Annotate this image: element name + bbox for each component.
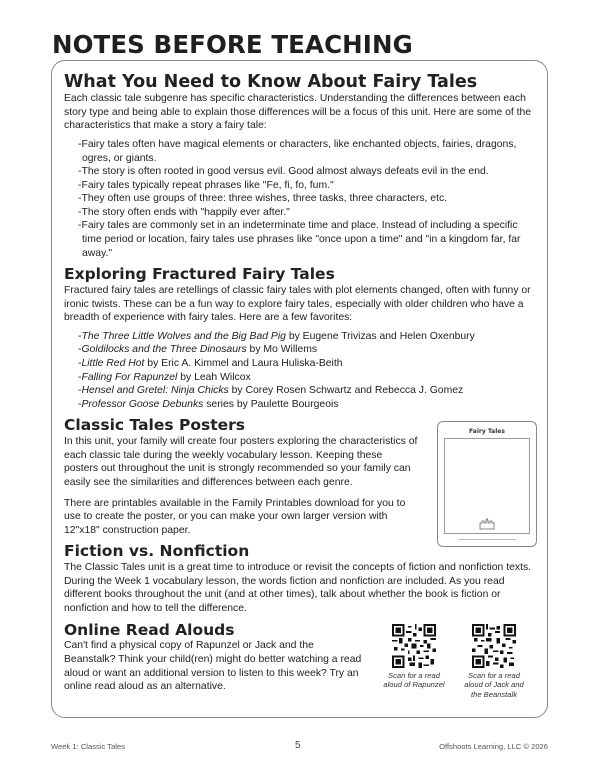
page-title: NOTES BEFORE TEACHING — [52, 30, 413, 59]
posters-paragraph-2: There are printables available in the Family Printables download for you to use to create the poster, or you can make your own larger version with 12"x18" construction paper. — [64, 497, 406, 536]
book-title: Hensel and Gretel: Ninja Chicks — [81, 385, 229, 397]
fairy-tales-intro: Each classic tale subgenre has specific characteristics. Understanding the differences between each story type and being able to explain those differences will be a focus of this unit. Here are some of the characteristics that make a story a fairy tale: — [64, 93, 532, 132]
list-item: -Falling For Rapunzel by Leah Wilcox — [78, 371, 251, 383]
list-item: -Hensel and Gretel: Ninja Chicks by Corey Rosen Schwartz and Rebecca J. Gomez — [78, 385, 464, 397]
qr-caption-jack-beanstalk: Scan for a read aloud of Jack and the Beanstalk — [464, 670, 524, 699]
list-item: -Goldilocks and the Three Dinosaurs by Mo Willems — [78, 344, 318, 356]
read-alouds-heading: Online Read Alouds — [64, 620, 235, 639]
read-alouds-section — [64, 620, 536, 699]
posters-heading: Classic Tales Posters — [64, 416, 246, 435]
qr-code-icon[interactable] — [472, 624, 516, 668]
fractured-intro: Fractured fairy tales are retellings of classic fairy tales with plot elements changed, often with funny or ironic twists. These can be a fun way to explore fairy tales, especially with older children who have a breadth of experience with fairy tales. Here are a few favorites: — [64, 285, 531, 324]
poster-thumbnail — [437, 421, 537, 547]
fiction-paragraph: The Classic Tales unit is a great time to introduce or revisit the concepts of fiction and nonfiction texts. During the Week 1 vocabulary lesson, the words fiction and nonfiction are included. As you read different books throughout the unit (and at other times), talk about whether the book is fiction or nonfiction and how to tell the difference. — [64, 562, 532, 614]
list-item: -Fairy tales typically repeat phrases like "Fe, fi, fo, fum." — [78, 179, 334, 191]
content — [64, 68, 536, 699]
list-item: -The story often ends with "happily ever after." — [78, 206, 290, 218]
list-item: -Professor Goose Debunks series by Paulette Bourgeois — [78, 398, 339, 410]
list-item: -Little Red Hot by Eric A. Kimmel and Laura Huliska-Beith — [78, 358, 343, 370]
book-title: Goldilocks and the Three Dinosaurs — [81, 344, 247, 356]
posters-paragraph-1: In this unit, your family will create four posters exploring the characteristics of each classic tale during the weekly vocabulary lesson. Keeping these posters out throughout the unit is strongly recommended so your family can easily see the similarities and differences between each genre. — [64, 436, 418, 488]
fairy-tales-section — [64, 72, 536, 260]
fiction-section — [64, 543, 536, 615]
page-number: 5 — [295, 740, 301, 751]
book-title: The Three Little Wolves and the Big Bad Pig — [81, 330, 286, 342]
book-title: Professor Goose Debunks — [81, 398, 204, 410]
fiction-heading: Fiction vs. Nonfiction — [64, 542, 250, 561]
footer-copyright: Offshoots Learning, LLC © 2026 — [439, 742, 548, 751]
read-alouds-paragraph: Can't find a physical copy of Rapunzel or Jack and the Beanstalk? Think your child(ren) might do better watching a read aloud or want an additional version to listen to this week? Try an online read aloud as an alternative. — [64, 640, 362, 693]
book-title: Little Red Hot — [81, 358, 145, 370]
list-item: -They often use groups of three: three wishes, three tasks, three characters, etc. — [78, 193, 448, 205]
fairy-tales-heading: What You Need to Know About Fairy Tales — [64, 72, 478, 92]
posters-section — [64, 417, 536, 537]
qr-code-icon[interactable] — [392, 624, 436, 668]
poster-thumbnail-title: Fairy Tales — [469, 428, 505, 436]
fractured-section — [64, 266, 536, 411]
qr-jack-beanstalk — [462, 622, 526, 700]
list-item: -Fairy tales are commonly set in an indeterminate time and place. Instead of including a specific time period or location, fairy tales use phrases like "once upon a time" and "in a kingdom far, far away." — [78, 220, 521, 259]
list-item: -The story is often rooted in good versus evil. Good almost always defeats evil in the end. — [78, 166, 489, 178]
fairy-castle-icon — [478, 518, 496, 530]
fairy-tales-list — [64, 138, 536, 260]
fractured-heading: Exploring Fractured Fairy Tales — [64, 265, 335, 284]
list-item: -Fairy tales often have magical elements or characters, like enchanted objects, fairies, dragons, ogres, or giants. — [78, 138, 517, 164]
list-item: -The Three Little Wolves and the Big Bad Pig by Eugene Trivizas and Helen Oxenbury — [78, 330, 475, 342]
book-title: Falling For Rapunzel — [81, 371, 178, 383]
footer-week-label: Week 1: Classic Tales — [51, 742, 125, 751]
qr-caption-rapunzel: Scan for a read aloud of Rapunzel — [383, 670, 445, 690]
book-list — [64, 330, 536, 412]
qr-rapunzel — [382, 622, 446, 690]
